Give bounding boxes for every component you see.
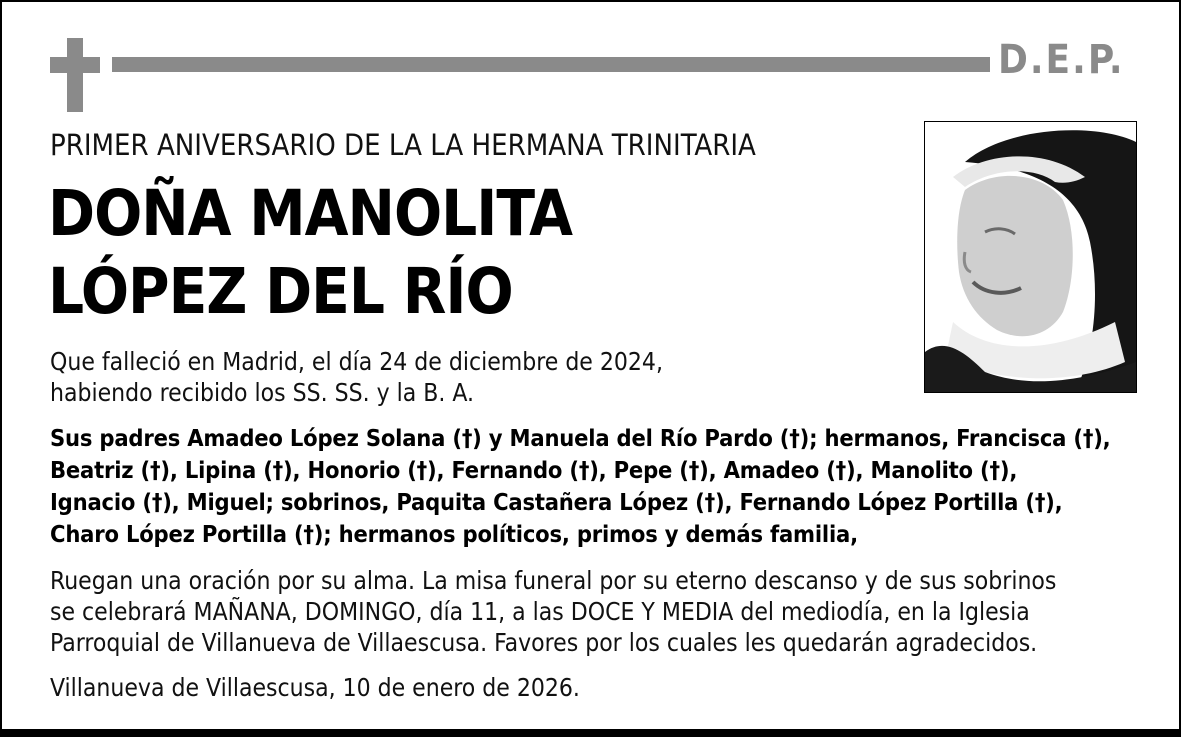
mass-info-line: Parroquial de Villanueva de Villaescusa. Favores por los cuales les quedarán agradecidos. — [50, 628, 1038, 657]
family-list — [50, 422, 1150, 550]
death-info-line: Que falleció en Madrid, el día 24 de diciembre de 2024, — [50, 347, 663, 376]
mass-info-line: se celebrará MAÑANA, DOMINGO, día 11, a las DOCE Y MEDIA del mediodía, en la Iglesia — [50, 597, 1030, 626]
family-line: Sus padres Amadeo López Solana (†) y Manuela del Río Pardo (†); hermanos, Francisca (†), — [50, 424, 1111, 452]
family-line: Beatriz (†), Lipina (†), Honorio (†), Fernando (†), Pepe (†), Amadeo (†), Manolito (†), — [50, 456, 1018, 484]
family-line: Ignacio (†), Miguel; sobrinos, Paquita Castañera López (†), Fernando López Portilla (†), — [50, 488, 1063, 516]
notice-subtitle: PRIMER ANIVERSARIO DE LA LA HERMANA TRINITARIA — [50, 128, 756, 162]
mass-info — [50, 565, 1150, 658]
family-line: Charo López Portilla (†); hermanos políticos, primos y demás familia, — [50, 520, 858, 548]
dep-label: D.E.P. — [998, 37, 1125, 83]
header-rule — [112, 57, 990, 72]
death-info — [50, 346, 1150, 408]
place-date: Villanueva de Villaescusa, 10 de enero de 2026. — [50, 673, 580, 702]
cross-icon — [50, 38, 100, 112]
death-info-line: habiendo recibido los SS. SS. y la B. A. — [50, 378, 475, 407]
mass-info-line: Ruegan una oración por su alma. La misa funeral por su eterno descanso y de sus sobrinos — [50, 566, 1057, 595]
deceased-name-line-1: DOÑA MANOLITA — [48, 177, 572, 250]
deceased-name-line-2: LÓPEZ DEL RÍO — [48, 255, 513, 328]
